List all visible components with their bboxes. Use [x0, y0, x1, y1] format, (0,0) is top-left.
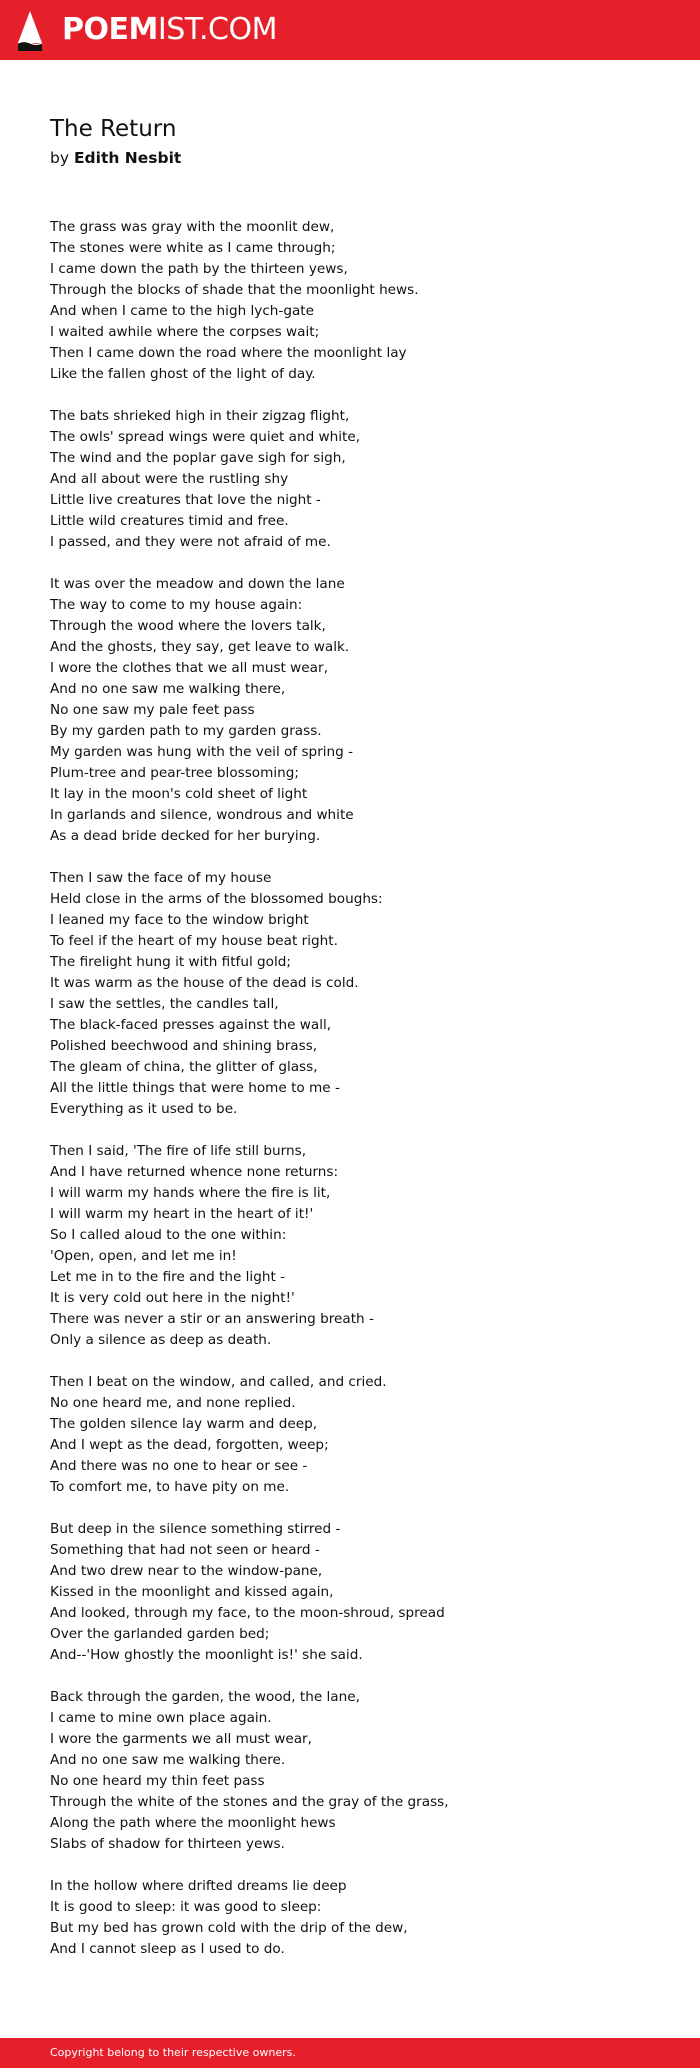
site-footer	[0, 2038, 700, 2068]
poem-line: The stones were white as I came through;	[50, 240, 336, 256]
poem-stanza	[50, 406, 670, 553]
poem-line: And no one saw me walking there,	[50, 681, 286, 697]
poem-line: And looked, through my face, to the moon-shroud, spread	[50, 1605, 445, 1621]
poem-line: There was never a stir or an answering breath -	[50, 1311, 374, 1327]
poem-line: Something that had not seen or heard -	[50, 1542, 320, 1558]
poem-line: It is good to sleep: it was good to sleep:	[50, 1899, 322, 1915]
poem-line: By my garden path to my garden grass.	[50, 723, 322, 739]
poem-line: In the hollow where drifted dreams lie deep	[50, 1878, 347, 1894]
poem-line: I leaned my face to the window bright	[50, 912, 309, 928]
poem-line: I will warm my hands where the fire is lit,	[50, 1185, 331, 1201]
poem-line: It is very cold out here in the night!'	[50, 1290, 295, 1306]
poem-line: No one saw my pale feet pass	[50, 702, 255, 718]
poem-line: Only a silence as deep as death.	[50, 1332, 272, 1348]
poem-line: Through the wood where the lovers talk,	[50, 618, 326, 634]
poem-line: As a dead bride decked for her burying.	[50, 828, 321, 844]
poem-title: The Return	[50, 116, 177, 142]
poem-line: I passed, and they were not afraid of me.	[50, 534, 331, 550]
poem-line: But deep in the silence something stirred -	[50, 1521, 341, 1537]
poem-line: It lay in the moon's cold sheet of light	[50, 786, 308, 802]
logo-light-text: IST.COM	[157, 12, 277, 47]
poem-line: My garden was hung with the veil of spring -	[50, 744, 354, 760]
poem-line: Through the white of the stones and the gray of the grass,	[50, 1794, 449, 1810]
poem-line: Everything as it used to be.	[50, 1101, 238, 1117]
poem-line: And--'How ghostly the moonlight is!' she said.	[50, 1647, 363, 1663]
poem-line: Over the garlanded garden bed;	[50, 1626, 270, 1642]
poem-line: The golden silence lay warm and deep,	[50, 1416, 318, 1432]
poem-line: So I called aloud to the one within:	[50, 1227, 287, 1243]
poem-line: And there was no one to hear or see -	[50, 1458, 308, 1474]
poem-line: And when I came to the high lych-gate	[50, 303, 314, 319]
poem-line: The owls' spread wings were quiet and white,	[50, 429, 361, 445]
poem-line: And all about were the rustling shy	[50, 471, 289, 487]
poem-author: Edith Nesbit	[73, 149, 182, 167]
poem-line: In garlands and silence, wondrous and white	[50, 807, 354, 823]
poem-line: And I wept as the dead, forgotten, weep;	[50, 1437, 329, 1453]
copyright-text: Copyright belong to their respective owners.	[50, 2046, 296, 2059]
poem-line: No one heard my thin feet pass	[50, 1773, 265, 1789]
poem-line: I came to mine own place again.	[50, 1710, 272, 1726]
poem-stanza	[50, 1372, 670, 1498]
poem-line: And no one saw me walking there.	[50, 1752, 286, 1768]
poem-line: Slabs of shadow for thirteen yews.	[50, 1836, 285, 1852]
poem-line: Then I beat on the window, and called, and cried.	[50, 1374, 387, 1390]
poem-line: And I cannot sleep as I used to do.	[50, 1941, 285, 1957]
poem-line: Plum-tree and pear-tree blossoming;	[50, 765, 299, 781]
poem-line: Little wild creatures timid and free.	[50, 513, 289, 529]
poem-stanza	[50, 1141, 670, 1351]
poem-line: To feel if the heart of my house beat right.	[50, 933, 338, 949]
poem-line: I waited awhile where the corpses wait;	[50, 324, 320, 340]
site-header	[0, 0, 700, 60]
poem-line: And the ghosts, they say, get leave to walk.	[50, 639, 350, 655]
poem-line: Polished beechwood and shining brass,	[50, 1038, 318, 1054]
poem-line: I wore the garments we all must wear,	[50, 1731, 312, 1747]
poem-line: It was warm as the house of the dead is cold.	[50, 975, 359, 991]
logo-bold-text: POEM	[62, 12, 158, 47]
poem-line: I will warm my heart in the heart of it!'	[50, 1206, 314, 1222]
poem-line: The wind and the poplar gave sigh for sigh,	[50, 450, 346, 466]
poem-stanza	[50, 1687, 670, 1855]
poem-line: But my bed has grown cold with the drip of the dew,	[50, 1920, 408, 1936]
poem-line: And two drew near to the window-pane,	[50, 1563, 323, 1579]
poem-line: I came down the path by the thirteen yews,	[50, 261, 348, 277]
poem-line: The black-faced presses against the wall,	[50, 1017, 332, 1033]
poem-line: The grass was gray with the moonlit dew,	[50, 219, 335, 235]
poem-stanza	[50, 574, 670, 847]
poem-line: Then I saw the face of my house	[50, 870, 272, 886]
poem-line: It was over the meadow and down the lane	[50, 576, 345, 592]
poem-line: Back through the garden, the wood, the lane,	[50, 1689, 360, 1705]
by-label: by	[50, 149, 70, 167]
poem-stanza	[50, 868, 670, 1120]
poem-line: Along the path where the moonlight hews	[50, 1815, 336, 1831]
poem-line: To comfort me, to have pity on me.	[50, 1479, 290, 1495]
poem-stanza	[50, 217, 670, 385]
poem-line: All the little things that were home to me -	[50, 1080, 340, 1096]
poem-line: 'Open, open, and let me in!	[50, 1248, 237, 1264]
poem-line: The way to come to my house again:	[50, 597, 303, 613]
poem-body	[50, 217, 670, 1981]
poem-line: Held close in the arms of the blossomed boughs:	[50, 891, 383, 907]
poem-line: No one heard me, and none replied.	[50, 1395, 296, 1411]
poem-byline	[50, 147, 181, 169]
poem-line: I wore the clothes that we all must wear,	[50, 660, 328, 676]
poem-line: Let me in to the fire and the light -	[50, 1269, 286, 1285]
poem-stanza	[50, 1876, 670, 1960]
poem-stanza	[50, 1519, 670, 1666]
poem-line: The bats shrieked high in their zigzag flight,	[50, 408, 350, 424]
site-logo[interactable]	[62, 10, 277, 50]
poem-line: I saw the settles, the candles tall,	[50, 996, 279, 1012]
poem-line: Then I said, 'The fire of life still burns,	[50, 1143, 307, 1159]
poem-line: Like the fallen ghost of the light of day.	[50, 366, 316, 382]
poem-line: And I have returned whence none returns:	[50, 1164, 339, 1180]
poem-line: Then I came down the road where the moonlight lay	[50, 345, 407, 361]
poem-line: Little live creatures that love the night -	[50, 492, 321, 508]
poem-line: The gleam of china, the glitter of glass,	[50, 1059, 318, 1075]
pencil-icon[interactable]	[17, 10, 43, 52]
poem-line: Through the blocks of shade that the moonlight hews.	[50, 282, 419, 298]
poem-line: Kissed in the moonlight and kissed again,	[50, 1584, 334, 1600]
poem-line: The firelight hung it with fitful gold;	[50, 954, 291, 970]
